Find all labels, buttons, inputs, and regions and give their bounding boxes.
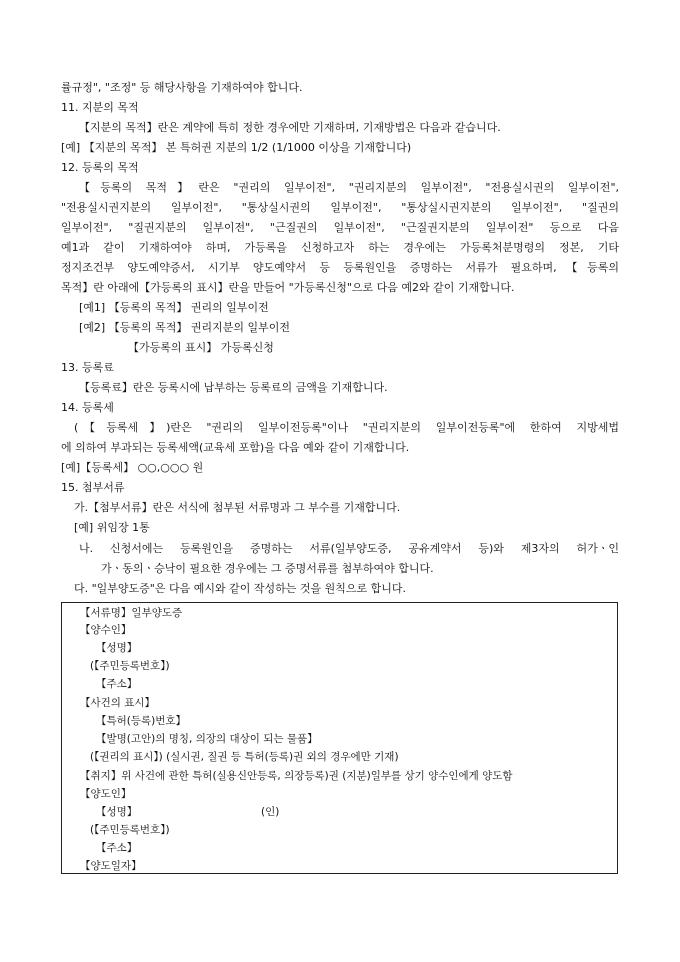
example-line: [예2] 【등록의 목적】 권리지분의 일부이전 xyxy=(79,321,290,334)
text-line: (【등록세】)란은 "권리의 일부이전등록"이나 "권리지분의 일부이전등록"에 한하여 지방세법 xyxy=(74,421,619,434)
form-line: (【주민등록번호】) xyxy=(90,660,170,672)
section-heading: 11. 지분의 목적 xyxy=(61,101,139,114)
example-line: 【가등록의 표시】 가등록신청 xyxy=(128,341,274,354)
section-heading: 12. 등록의 목적 xyxy=(61,161,139,174)
text-line: 에 의하여 부과되는 등록세액(교육세 포함)을 다음 예와 같이 기재합니다. xyxy=(61,441,410,454)
text-line: 【지분의 목적】란은 계약에 특히 정한 경우에만 기재하며, 기재방법은 다음과 같습니다. xyxy=(79,121,501,134)
seal-mark: (인) xyxy=(261,806,280,818)
form-line: 【양수인】 xyxy=(80,624,132,636)
form-line: 【주소】 xyxy=(96,678,138,690)
text-line: 【등록료】란은 등록시에 납부하는 등록료의 금액을 기재합니다. xyxy=(79,381,388,394)
form-line: 【주소】 xyxy=(96,842,138,854)
section-heading: 15. 첨부서류 xyxy=(61,481,125,494)
form-line: 【성명】 xyxy=(96,642,138,654)
form-line: (【권리의 표시】) (실시권, 질권 등 특허(등록)권 외의 경우에만 기재) xyxy=(90,751,399,763)
form-line: (【주민등록번호】) xyxy=(90,824,170,836)
text-line: 일부이전", "질권지분의 일부이전", "근질권의 일부이전", "근질권지분의 일부이전" 등으로 다음 xyxy=(61,221,619,234)
text-line: 정지조건부 양도예약증서, 시기부 양도예약서 등 등록원인을 증명하는 서류가 필요하며,【등록의 xyxy=(61,261,619,274)
form-line: 【양도일자】 xyxy=(80,860,142,872)
example-line: [예1] 【등록의 목적】 권리의 일부이전 xyxy=(79,301,269,314)
form-line: 【사건의 표시】 xyxy=(80,697,156,709)
text-line: 예1과 같이 기재하여야 하며, 가등록을 신청하고자 하는 경우에는 가등록처분명령의 정본, 기타 xyxy=(61,241,619,254)
text-line: 【등록의 목적】란은 "권리의 일부이전", "권리지분의 일부이전", "전용실시권의 일부이전", xyxy=(79,181,619,194)
example-line: [예] 【지분의 목적】 본 특허권 지분의 1/2 (1/1000 이상을 기재합니다) xyxy=(61,141,412,154)
form-line: 【성명】 xyxy=(96,806,138,818)
text-line: 률규정", "조정" 등 해당사항을 기재하여야 합니다. xyxy=(61,81,303,94)
example-line: [예] 위임장 1통 xyxy=(74,521,150,534)
section-heading: 13. 등록료 xyxy=(61,361,114,374)
form-line: 【양도인】 xyxy=(80,788,132,800)
form-line: 【서류명】일부양도증 xyxy=(80,607,183,619)
text-line: 나. 신청서에는 등록원인을 증명하는 서류(일부양도증, 공유계약서 등)와 제3자의 허가ㆍ인 xyxy=(79,542,619,555)
text-line: 목적】란 아래에【가등록의 표시】란을 만들어 "가등록신청"으로 다음 예2와 같이 기재합니다. xyxy=(61,281,515,294)
form-line: 【발명(고안)의 명칭, 의장의 대상이 되는 물품】 xyxy=(96,733,318,745)
section-heading: 14. 등록세 xyxy=(61,401,114,414)
text-line: 가.【첨부서류】란은 서식에 첨부된 서류명과 그 부수를 기재합니다. xyxy=(74,501,401,514)
text-line: 다. "일부양도증"은 다음 예시와 같이 작성하는 것을 원칙으로 합니다. xyxy=(74,582,406,595)
form-line: 【특허(등록)번호】 xyxy=(96,715,187,727)
sample-form-box xyxy=(61,602,618,874)
form-line: 【취지】위 사건에 관한 특허(실용신안등록, 의장등록)권 (지분)일부를 상기 양수인에게 양도함 xyxy=(80,770,513,782)
example-line: [예]【등록세】 ○○,○○○ 원 xyxy=(61,461,204,474)
text-line: "전용실시권지분의 일부이전", "통상실시권의 일부이전", "통상실시권지분의 일부이전", "질권의 xyxy=(61,201,619,214)
text-line: 가ㆍ동의ㆍ승낙이 필요한 경우에는 그 증명서류를 첨부하여야 합니다. xyxy=(101,562,434,575)
